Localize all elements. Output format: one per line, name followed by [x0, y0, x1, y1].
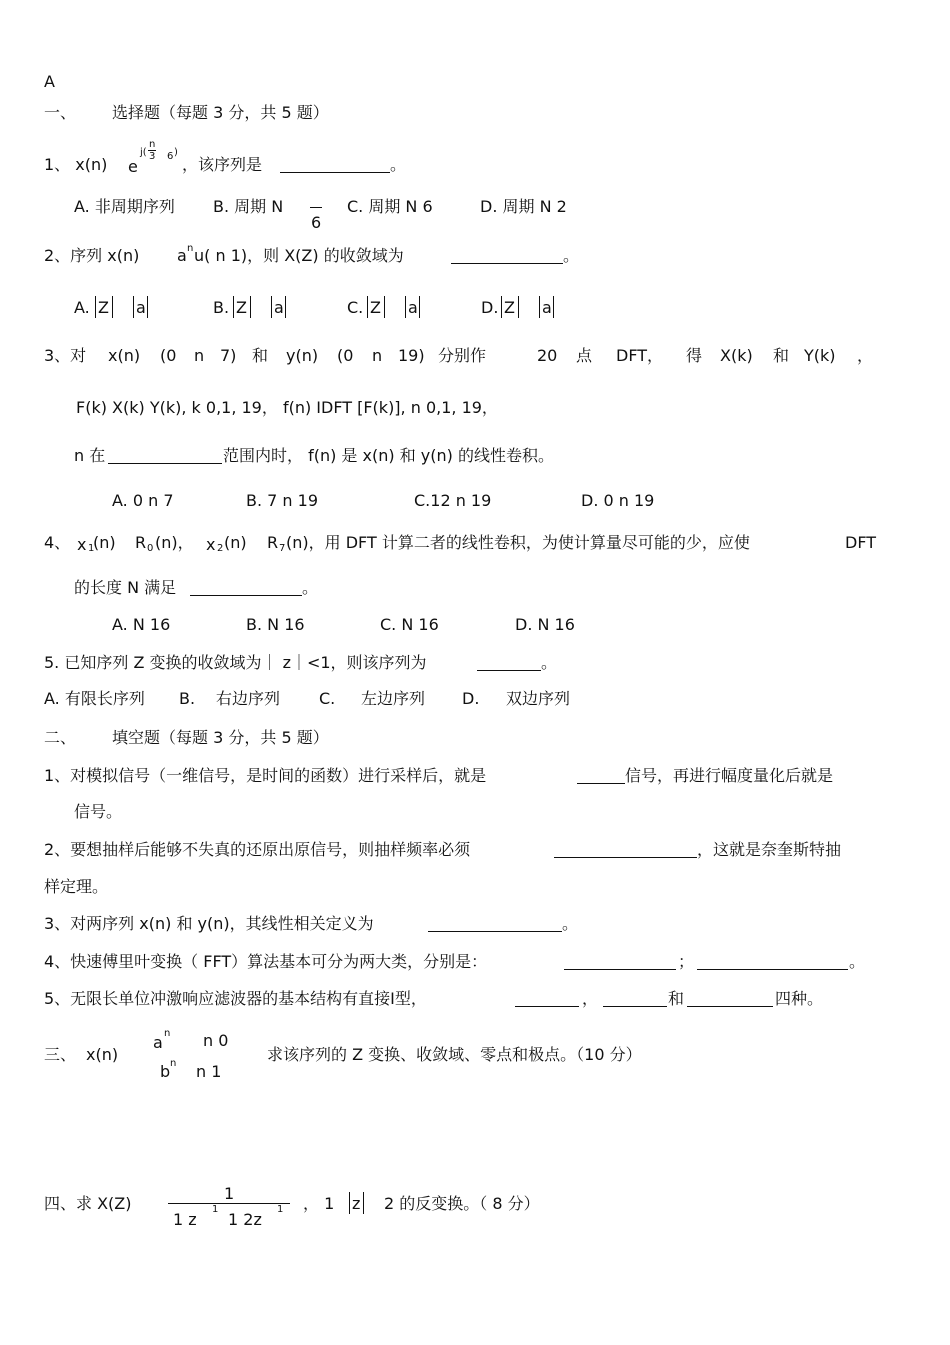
q3-token: X(k): [720, 346, 753, 365]
section-1-title: 选择题（每题 3 分，共 5 题）: [112, 103, 329, 122]
q3-token: 3、对: [44, 346, 87, 365]
section-3-number: 三、: [44, 1045, 77, 1064]
section-2-number: 二、: [44, 728, 77, 747]
q2-z: Z: [504, 298, 515, 317]
f1-prompt: 1、对模拟信号（一维信号，是时间的函数）进行采样后，就是: [44, 766, 487, 785]
abs-bar: [501, 296, 502, 318]
q4-x-sub: 2: [217, 543, 224, 554]
s4-prompt: 2 的反变换。（ 8 分）: [384, 1194, 540, 1213]
q5-option-b: 右边序列: [216, 689, 281, 708]
s3-condition-1: n 0: [203, 1031, 229, 1050]
q3-token: 点: [576, 346, 593, 365]
s3-piece-b-exp: n: [170, 1058, 177, 1069]
q4-prompt-line2: 的长度 N 满足: [74, 578, 177, 597]
abs-bar: [349, 1192, 350, 1214]
q3-token: 7): [220, 346, 237, 365]
q5-answer-blank[interactable]: [477, 655, 541, 671]
q3-definition-line: F(k) X(k) Y(k), k 0,1, 19， f(n) IDFT [F(k)], n 0,1, 19，: [76, 398, 498, 417]
s3-piece-b: b: [160, 1062, 171, 1081]
f2-prompt: 2、要想抽样后能够不失真的还原出原信号，则抽样频率必须: [44, 840, 471, 859]
q1-exp-6: 6: [167, 151, 174, 162]
abs-bar: [539, 296, 540, 318]
q4-r-arg: (n)，: [155, 533, 194, 552]
q3-answer-blank[interactable]: [108, 448, 222, 464]
f1-answer-blank[interactable]: [577, 768, 625, 784]
q1-exp-prefix: j(: [140, 147, 147, 158]
f3-prompt: 3、对两序列 x(n) 和 y(n)，其线性相关定义为: [44, 914, 374, 933]
abs-bar: [133, 296, 134, 318]
q2-z: Z: [370, 298, 381, 317]
q1-option-d: D. 周期 N 2: [480, 197, 567, 216]
f5-prompt: 5、无限长单位冲激响应滤波器的基本结构有直接Ⅰ型，: [44, 989, 427, 1008]
section-1-number: 一、: [44, 103, 77, 122]
abs-bar: [112, 296, 113, 318]
f4-period: 。: [849, 952, 866, 971]
q3-prompt-end: 范围内时， f(n) 是 x(n) 和 y(n) 的线性卷积。: [223, 446, 554, 465]
q1-period: 。: [390, 155, 407, 174]
q1-exp-3: 3: [149, 151, 156, 162]
abs-bar: [250, 296, 251, 318]
abs-bar: [384, 296, 385, 318]
q4-answer-blank[interactable]: [190, 580, 302, 596]
abs-bar: [233, 296, 234, 318]
f5-answer-blank-2[interactable]: [603, 991, 667, 1007]
q3-token: ，: [857, 346, 874, 365]
q5-prompt: 5. 已知序列 Z 变换的收敛域为｜ z｜<1，则该序列为: [44, 653, 427, 672]
abs-bar: [271, 296, 272, 318]
s4-denominator-2: 1 2z: [228, 1210, 262, 1229]
q3-token: (0: [160, 346, 177, 365]
q3-token: n: [372, 346, 383, 365]
abs-bar: [95, 296, 96, 318]
q1-option-b-denominator: 6: [311, 213, 322, 232]
q3-token: 20: [537, 346, 558, 365]
q3-option-d: D. 0 n 19: [581, 491, 655, 510]
abs-bar: [285, 296, 286, 318]
f4-prompt: 4、快速傅里叶变换（ FFT）算法基本可分为两大类，分别是：: [44, 952, 488, 971]
q4-prompt: (n)，用 DFT 计算二者的线性卷积，为使计算量尽可能的少，应使: [286, 533, 750, 552]
s4-z: z: [352, 1194, 361, 1213]
q4-x-sub: 1: [88, 543, 95, 554]
q4-number: 4、: [44, 533, 71, 552]
abs-bar: [419, 296, 420, 318]
q3-option-b: B. 7 n 19: [246, 491, 318, 510]
q2-a: a: [177, 246, 187, 265]
f4-answer-blank-1[interactable]: [564, 954, 676, 970]
q4-option-d: D. N 16: [515, 615, 575, 634]
f4-answer-blank-2[interactable]: [697, 954, 848, 970]
f4-semicolon: ；: [678, 952, 695, 971]
q5-period: 。: [541, 653, 558, 672]
q1-lead: 1、 x(n): [44, 155, 108, 174]
s3-x: x(n): [86, 1045, 119, 1064]
s4-denominator-1: 1 z: [173, 1210, 197, 1229]
f5-and: 和: [668, 989, 685, 1008]
q2-option-a-label: A.: [74, 298, 90, 317]
q1-exp-n: n: [149, 139, 156, 150]
q4-r: R: [135, 533, 147, 552]
q1-prompt: ，该序列是: [182, 155, 263, 174]
q4-x: x: [206, 535, 216, 554]
q3-token: x(n): [108, 346, 141, 365]
f5-prompt-end: 四种。: [775, 989, 824, 1008]
q2-z: Z: [236, 298, 247, 317]
abs-bar: [405, 296, 406, 318]
q2-a-value: a: [408, 298, 418, 317]
q3-token: DFT，: [616, 346, 664, 365]
q4-dft: DFT: [845, 533, 877, 552]
q3-prompt-start: n 在: [74, 446, 106, 465]
q5-option-b-label: B.: [179, 689, 196, 708]
abs-bar: [518, 296, 519, 318]
q2-option-d-label: D.: [481, 298, 499, 317]
q4-x: x: [77, 535, 87, 554]
q4-option-c: C. N 16: [380, 615, 439, 634]
f3-answer-blank[interactable]: [428, 916, 562, 932]
q4-r-sub: 7: [279, 543, 286, 554]
s4-denominator-2-exp: 1: [277, 1204, 284, 1215]
paper-version-label: A: [44, 72, 55, 91]
q5-option-c: 左边序列: [361, 689, 426, 708]
section-2-title: 填空题（每题 3 分，共 5 题）: [112, 728, 329, 747]
q1-answer-blank[interactable]: [280, 157, 390, 173]
q1-option-c: C. 周期 N 6: [347, 197, 433, 216]
f5-answer-blank-1[interactable]: [515, 991, 579, 1007]
q3-option-c: C.12 n 19: [414, 491, 492, 510]
q1-exp-close: ): [174, 147, 178, 158]
q2-answer-blank[interactable]: [451, 248, 563, 264]
s3-piece-a: a: [153, 1033, 163, 1052]
q1-option-b: B. 周期 N: [213, 197, 284, 216]
f1-prompt-end: 信号。: [74, 802, 123, 821]
f5-answer-blank-3[interactable]: [687, 991, 773, 1007]
s4-numerator: 1: [224, 1184, 235, 1203]
abs-bar: [367, 296, 368, 318]
q2-period: 。: [563, 246, 580, 265]
q3-token: 19): [398, 346, 425, 365]
q1-option-a: A. 非周期序列: [74, 197, 175, 216]
q5-option-c-label: C.: [319, 689, 336, 708]
q2-a-value: a: [136, 298, 146, 317]
abs-bar: [553, 296, 554, 318]
q2-z: Z: [98, 298, 109, 317]
abs-bar: [363, 1192, 364, 1214]
q2-option-b-label: B.: [213, 298, 230, 317]
q4-period: 。: [302, 578, 319, 597]
q2-exponent: n: [187, 243, 194, 254]
q3-token: 得: [686, 346, 703, 365]
q3-token: Y(k): [804, 346, 836, 365]
s4-denominator-1-exp: 1: [212, 1204, 219, 1215]
s4-lead: 四、求 X(Z): [44, 1194, 132, 1213]
f1-prompt-mid: 信号，再进行幅度量化后就是: [625, 766, 834, 785]
f3-period: 。: [562, 914, 579, 933]
f2-prompt-end: 样定理。: [44, 877, 109, 896]
q3-token: 分别作: [438, 346, 487, 365]
q5-option-d: 双边序列: [506, 689, 571, 708]
q1-exp-base: e: [128, 157, 138, 176]
q4-x-arg: (n): [224, 533, 247, 552]
q2-option-c-label: C.: [347, 298, 364, 317]
q4-r: R: [267, 533, 279, 552]
f2-answer-blank[interactable]: [554, 842, 697, 858]
q4-option-a: A. N 16: [112, 615, 171, 634]
q3-token: n: [194, 346, 205, 365]
s4-fraction-bar: [168, 1203, 290, 1204]
q3-token: (0: [337, 346, 354, 365]
q3-token: 和: [773, 346, 790, 365]
s4-bound-left: ， 1: [303, 1194, 335, 1213]
q1-option-b-fraction-bar: [310, 207, 322, 208]
q5-option-d-label: D.: [462, 689, 480, 708]
q4-r-sub: 0: [147, 543, 154, 554]
q4-x-arg: (n): [93, 533, 116, 552]
f2-prompt-mid: ，这就是奈奎斯特抽: [697, 840, 842, 859]
q3-option-a: A. 0 n 7: [112, 491, 174, 510]
q4-option-b: B. N 16: [246, 615, 305, 634]
abs-bar: [147, 296, 148, 318]
q2-a-value: a: [274, 298, 284, 317]
q2-lead: 2、序列 x(n): [44, 246, 140, 265]
q2-a-value: a: [542, 298, 552, 317]
f5-comma: ，: [582, 989, 599, 1008]
s3-piece-a-exp: n: [164, 1028, 171, 1039]
q5-option-a: A. 有限长序列: [44, 689, 145, 708]
q3-token: y(n): [286, 346, 319, 365]
q3-token: 和: [252, 346, 269, 365]
s3-condition-2: n 1: [196, 1062, 222, 1081]
s3-prompt: 求该序列的 Z 变换、收敛域、零点和极点。（10 分）: [267, 1045, 642, 1064]
q2-prompt: u( n 1)，则 X(Z) 的收敛域为: [194, 246, 404, 265]
